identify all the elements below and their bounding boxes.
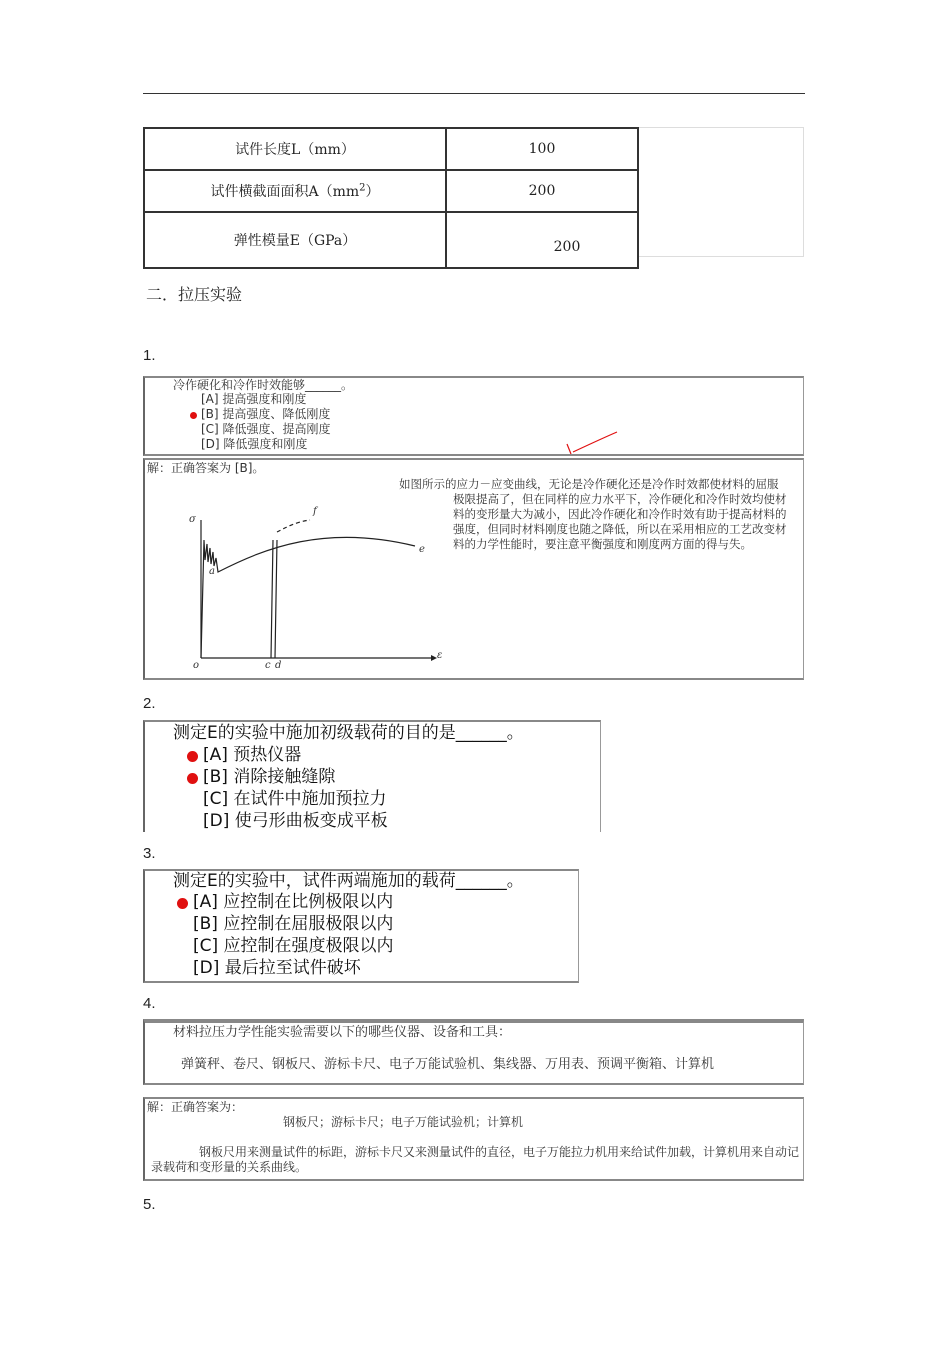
table-row <box>144 128 638 170</box>
option-a: [A] 预热仪器 <box>203 745 302 765</box>
section-title: 二．拉压实验 <box>146 285 243 304</box>
point-e-label: e <box>419 544 425 555</box>
table-row <box>144 170 638 212</box>
option-a: [A] 提高强度和刚度 <box>201 392 307 406</box>
point-a-label: a <box>209 566 215 577</box>
option-d: [D] 最后拉至试件破坏 <box>193 958 361 978</box>
option-d: [D] 使弓形曲板变成平板 <box>203 811 388 831</box>
sigma-label: σ <box>189 514 196 525</box>
selected-marker-icon <box>187 751 198 762</box>
table-cell-value: 200 <box>446 212 638 268</box>
question-number: 2. <box>143 695 156 712</box>
table-cell-value: 200 <box>446 170 638 212</box>
selected-marker-icon <box>187 773 198 784</box>
option-c: [C] 在试件中施加预拉力 <box>203 789 387 809</box>
point-f-label: f <box>313 506 317 517</box>
option-b: [B] 消除接触缝隙 <box>203 767 336 787</box>
question-3-box <box>143 869 579 983</box>
option-b: [B] 提高强度、降低刚度 <box>201 407 331 421</box>
table-cell-label <box>144 170 446 212</box>
point-d-label: d <box>275 660 282 671</box>
option-a: [A] 应控制在比例极限以内 <box>193 892 394 912</box>
epsilon-label: ε <box>437 650 443 661</box>
solution-4-box <box>143 1097 804 1181</box>
label-text: 试件横截面面积A（mm <box>210 184 360 200</box>
label-text: ） <box>365 184 380 200</box>
stress-strain-graph <box>185 500 445 675</box>
option-d: [D] 降低强度和刚度 <box>201 437 308 451</box>
table-cell-label: 弹性模量E（GPa） <box>144 212 446 268</box>
table-cell-value: 100 <box>446 128 638 170</box>
answer-text: 钢板尺；游标卡尺；电子万能试验机；计算机 <box>283 1115 524 1129</box>
blank-cell <box>639 127 804 257</box>
explanation-text: 如图所示的应力－应变曲线，无论是冷作硬化还是冷作时效都使材料的屈服极限提高了，但在同样的应力水平下，冷作硬化和冷作时效均使材料的变形量大为减小，因此冷作硬化和冷作时效有助于提高材料的强度，但同时材料刚度也随之降低，所以在采用相应的工艺改变材料的力学性能时，要注意平衡强度和刚度两方面的得与失。 <box>399 477 787 551</box>
option-c: [C] 应控制在强度极限以内 <box>193 936 394 956</box>
option-b: [B] 应控制在屈服极限以内 <box>193 914 394 934</box>
superscript: 2 <box>359 182 366 194</box>
question-text: 测定E的实验中，试件两端施加的载荷______。 <box>173 871 524 891</box>
answer-text: 解：正确答案为 [B]。 <box>147 461 265 475</box>
question-text: 材料拉压力学性能实验需要以下的哪些仪器、设备和工具： <box>173 1025 512 1040</box>
equipment-list: 弹簧秤、卷尺、钢板尺、游标卡尺、电子万能试验机、集线器、万用表、预调平衡箱、计算机 <box>181 1057 715 1072</box>
question-text: 测定E的实验中施加初级载荷的目的是______。 <box>173 723 524 743</box>
selected-marker-icon <box>177 898 188 909</box>
question-number: 4. <box>143 995 156 1012</box>
header-rule <box>143 93 805 94</box>
question-number: 5. <box>143 1196 156 1213</box>
table-row <box>144 212 638 268</box>
solution-1-box <box>143 458 804 680</box>
explanation-text: 钢板尺用来测量试件的标距，游标卡尺又来测量试件的直径，电子万能拉力机用来给试件加载，计算机用来自动记录载荷和变形量的关系曲线。 <box>151 1145 800 1174</box>
checkmark-icon <box>563 430 623 456</box>
answer-label: 解：正确答案为： <box>147 1100 244 1114</box>
origin-label: o <box>193 660 200 671</box>
selected-marker-icon <box>190 412 197 419</box>
table-cell-label: 试件长度L（mm） <box>144 128 446 170</box>
question-1-box <box>143 376 804 456</box>
question-4-box <box>143 1019 804 1085</box>
option-c: [C] 降低强度、提高刚度 <box>201 422 331 436</box>
point-c-label: c <box>265 660 271 671</box>
parameter-table <box>143 127 639 269</box>
question-number: 3. <box>143 845 156 862</box>
question-2-box <box>143 720 601 832</box>
question-number: 1. <box>143 347 156 364</box>
question-text: 冷作硬化和冷作时效能够______。 <box>173 378 354 392</box>
